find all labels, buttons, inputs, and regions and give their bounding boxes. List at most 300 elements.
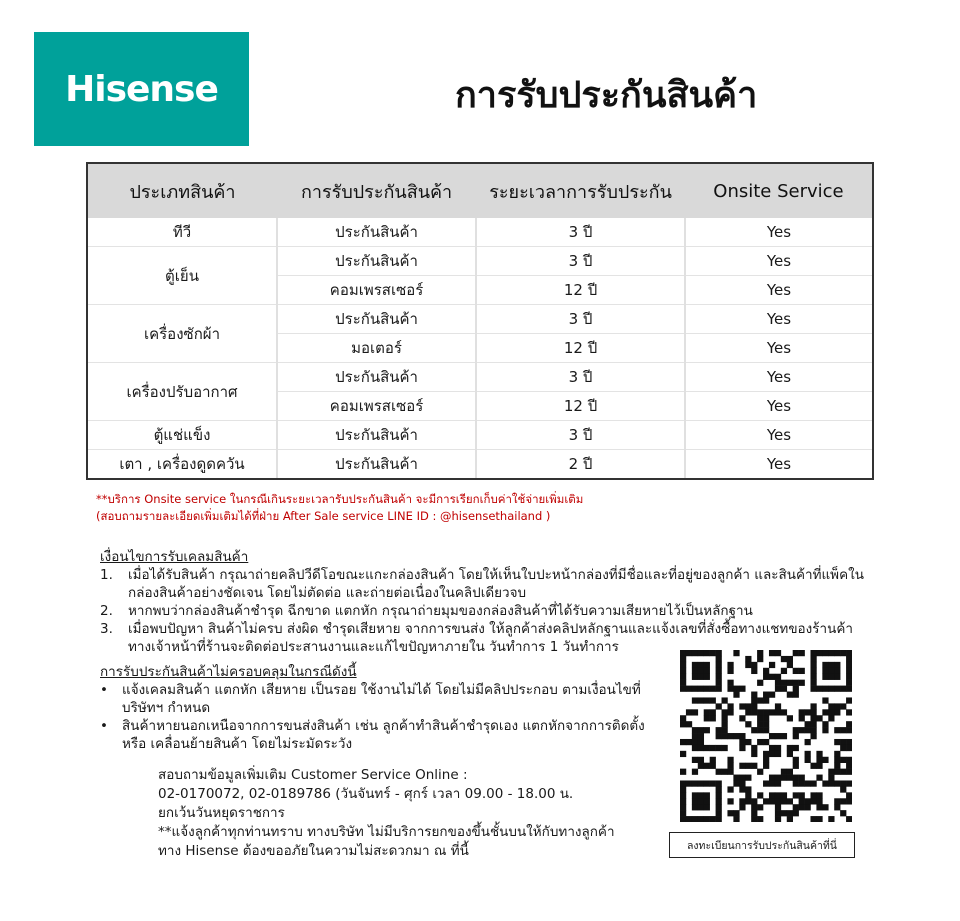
qr-module bbox=[680, 786, 686, 792]
qr-module bbox=[733, 775, 739, 781]
product-cell: เตา , เครื่องดูดควัน bbox=[87, 450, 277, 480]
period-cell: 12 ปี bbox=[476, 276, 685, 305]
qr-module bbox=[793, 733, 799, 739]
qr-module bbox=[751, 692, 757, 698]
qr-module bbox=[828, 780, 834, 786]
qr-module bbox=[816, 798, 822, 804]
qr-module bbox=[727, 662, 733, 668]
qr-module bbox=[769, 733, 775, 739]
qr-module bbox=[816, 686, 822, 692]
warranty-type-cell: คอมเพรสเซอร์ bbox=[277, 276, 476, 305]
qr-module bbox=[757, 727, 763, 733]
qr-module bbox=[698, 662, 704, 668]
qr-module bbox=[846, 697, 852, 703]
qr-module bbox=[716, 668, 722, 674]
qr-module bbox=[698, 739, 704, 745]
qr-module bbox=[793, 727, 799, 733]
qr-module bbox=[846, 780, 852, 786]
qr-module bbox=[763, 674, 769, 680]
qr-module bbox=[757, 769, 763, 775]
qr-module bbox=[846, 745, 852, 751]
qr-module bbox=[846, 798, 852, 804]
qr-module bbox=[846, 763, 852, 769]
qr-module bbox=[793, 792, 799, 798]
qr-module bbox=[716, 733, 722, 739]
qr-module bbox=[692, 709, 698, 715]
conditions-title: เงื่อนไขการรับเคลมสินค้า bbox=[100, 549, 249, 565]
qr-module bbox=[816, 715, 822, 721]
qr-module bbox=[757, 804, 763, 810]
qr-module bbox=[716, 780, 722, 786]
qr-module bbox=[810, 792, 816, 798]
period-cell: 2 ปี bbox=[476, 450, 685, 480]
period-cell: 3 ปี bbox=[476, 363, 685, 392]
qr-module bbox=[680, 769, 686, 775]
qr-module bbox=[810, 680, 816, 686]
onsite-cell: Yes bbox=[685, 421, 873, 450]
table-row bbox=[87, 247, 873, 276]
qr-module bbox=[799, 798, 805, 804]
qr-module bbox=[751, 662, 757, 668]
qr-module bbox=[680, 739, 686, 745]
qr-module bbox=[698, 745, 704, 751]
item-text: สินค้าหายนอกเหนือจากการขนส่งสินค้า เช่น ลูกค้าทำสินค้าชำรุดเอง แตกหักจากการติดตั้ง หรือ เคลื่อนย้ายสินค้า โดยไม่ระมัดระวัง bbox=[122, 718, 645, 752]
qr-module bbox=[733, 650, 739, 656]
qr-module bbox=[698, 686, 704, 692]
header-warranty-period: ระยะเวลาการรับประกัน bbox=[476, 163, 685, 218]
qr-module bbox=[781, 680, 787, 686]
qr-module bbox=[757, 792, 763, 798]
qr-module bbox=[751, 709, 757, 715]
qr-module bbox=[692, 798, 698, 804]
qr-module bbox=[793, 804, 799, 810]
qr-module bbox=[840, 757, 846, 763]
qr-module bbox=[787, 751, 793, 757]
qr-module bbox=[763, 739, 769, 745]
page-title: การรับประกันสินค้า bbox=[455, 75, 758, 116]
qr-module bbox=[810, 650, 816, 656]
qr-module bbox=[834, 668, 840, 674]
qr-module bbox=[846, 769, 852, 775]
qr-module bbox=[680, 715, 686, 721]
qr-module bbox=[775, 792, 781, 798]
warranty-type-cell: ประกันสินค้า bbox=[277, 450, 476, 480]
qr-module bbox=[704, 709, 710, 715]
qr-module bbox=[692, 739, 698, 745]
contact-line: ยกเว้นวันหยุดราชการ bbox=[158, 805, 285, 821]
qr-module bbox=[692, 686, 698, 692]
qr-module bbox=[810, 816, 816, 822]
qr-module bbox=[781, 769, 787, 775]
qr-code-icon bbox=[680, 650, 852, 822]
qr-module bbox=[810, 727, 816, 733]
qr-module bbox=[698, 792, 704, 798]
qr-module bbox=[810, 703, 816, 709]
qr-module bbox=[704, 650, 710, 656]
qr-module bbox=[793, 757, 799, 763]
qr-module bbox=[692, 780, 698, 786]
qr-module bbox=[692, 792, 698, 798]
qr-module bbox=[822, 709, 828, 715]
qr-module bbox=[680, 662, 686, 668]
qr-module bbox=[805, 721, 811, 727]
qr-module bbox=[793, 775, 799, 781]
list-item bbox=[100, 717, 660, 753]
qr-module bbox=[828, 769, 834, 775]
qr-module bbox=[781, 656, 787, 662]
note-line: (สอบถามรายละเอียดเพิ่มเติมได้ที่ฝ่าย After Sale service LINE ID : @hisensethailand ) bbox=[96, 509, 551, 523]
qr-module bbox=[704, 727, 710, 733]
qr-module bbox=[799, 668, 805, 674]
qr-module bbox=[692, 650, 698, 656]
table-row bbox=[87, 421, 873, 450]
qr-module bbox=[751, 745, 757, 751]
onsite-cell: Yes bbox=[685, 363, 873, 392]
qr-module bbox=[822, 668, 828, 674]
qr-module bbox=[840, 650, 846, 656]
qr-module bbox=[828, 650, 834, 656]
item-number: 1. bbox=[100, 567, 113, 583]
qr-module bbox=[722, 709, 728, 715]
item-text: เมื่อพบปัญหา สินค้าไม่ครบ ส่งผิด ชำรุดเสียหาย จากการขนส่ง ให้ลูกค้าส่งคลิปหลักฐานและแจ้งเลขที่สั่งซื้อทางแชทของร้านค้า ทางเจ้าหน้าที่ร้านจะติดต่อประสานงานและแก้ไขปัญหาภายใน วันทำการ 1 วันทำการ bbox=[128, 621, 853, 655]
table-row bbox=[87, 218, 873, 247]
qr-module bbox=[716, 810, 722, 816]
qr-module bbox=[686, 721, 692, 727]
qr-module bbox=[793, 810, 799, 816]
qr-module bbox=[805, 727, 811, 733]
qr-module bbox=[716, 798, 722, 804]
qr-module bbox=[716, 804, 722, 810]
qr-module bbox=[775, 816, 781, 822]
qr-module bbox=[775, 709, 781, 715]
qr-module bbox=[822, 757, 828, 763]
qr-module bbox=[805, 739, 811, 745]
qr-module bbox=[745, 775, 751, 781]
qr-module bbox=[769, 709, 775, 715]
qr-module bbox=[769, 792, 775, 798]
qr-module bbox=[716, 686, 722, 692]
qr-module bbox=[704, 763, 710, 769]
qr-module bbox=[710, 757, 716, 763]
bullet-icon: • bbox=[100, 682, 108, 698]
qr-module bbox=[751, 751, 757, 757]
hisense-logo bbox=[34, 32, 249, 146]
qr-module bbox=[751, 727, 757, 733]
qr-module bbox=[727, 703, 733, 709]
onsite-cell: Yes bbox=[685, 305, 873, 334]
header-onsite-service: Onsite Service bbox=[685, 163, 873, 218]
qr-module bbox=[834, 763, 840, 769]
qr-module bbox=[799, 715, 805, 721]
qr-module bbox=[757, 816, 763, 822]
qr-module bbox=[781, 810, 787, 816]
qr-module bbox=[810, 733, 816, 739]
qr-module bbox=[822, 727, 828, 733]
qr-module bbox=[733, 816, 739, 822]
qr-module bbox=[763, 757, 769, 763]
period-cell: 12 ปี bbox=[476, 392, 685, 421]
qr-module bbox=[787, 769, 793, 775]
qr-module bbox=[781, 733, 787, 739]
item-text: เมื่อได้รับสินค้า กรุณาถ่ายคลิปวีดีโอขณะแกะกล่องสินค้า โดยให้เห็นใบปะหน้ากล่องที่มีชื่อและที่อยู่ของลูกค้า และสินค้าที่แพ็คในกล่องสินค้าอย่างชัดเจน โดยไม่ตัดต่อ และถ่ายต่อเนื่องในคลิปเดียวจบ bbox=[128, 567, 864, 601]
qr-module bbox=[822, 780, 828, 786]
qr-module bbox=[745, 709, 751, 715]
qr-module bbox=[834, 703, 840, 709]
qr-module bbox=[787, 816, 793, 822]
qr-module bbox=[828, 715, 834, 721]
onsite-service-note bbox=[96, 491, 583, 525]
qr-module bbox=[763, 668, 769, 674]
qr-module bbox=[733, 810, 739, 816]
qr-module bbox=[680, 751, 686, 757]
qr-module bbox=[739, 798, 745, 804]
qr-module bbox=[716, 727, 722, 733]
item-number: 3. bbox=[100, 621, 113, 637]
qr-module bbox=[722, 769, 728, 775]
note-line: **บริการ Onsite service ในกรณีเกินระยะเวลารับประกันสินค้า จะมีการเรียกเก็บค่าใช้จ่ายเพิ่มเติม bbox=[96, 492, 584, 506]
qr-module bbox=[781, 792, 787, 798]
qr-module bbox=[704, 792, 710, 798]
period-cell: 3 ปี bbox=[476, 218, 685, 247]
qr-module bbox=[739, 715, 745, 721]
qr-module bbox=[816, 775, 822, 781]
qr-module bbox=[834, 757, 840, 763]
qr-module bbox=[680, 721, 686, 727]
qr-module bbox=[828, 816, 834, 822]
qr-module bbox=[727, 686, 733, 692]
qr-module bbox=[704, 715, 710, 721]
qr-module bbox=[710, 745, 716, 751]
qr-module bbox=[716, 816, 722, 822]
qr-module bbox=[787, 810, 793, 816]
list-item bbox=[100, 566, 870, 602]
qr-label: ลงทะเบียนการรับประกันสินค้าที่นี่ bbox=[669, 832, 855, 858]
qr-module bbox=[846, 727, 852, 733]
qr-module bbox=[698, 798, 704, 804]
qr-module bbox=[680, 780, 686, 786]
qr-module bbox=[698, 763, 704, 769]
qr-module bbox=[846, 792, 852, 798]
qr-module bbox=[704, 780, 710, 786]
qr-module bbox=[846, 721, 852, 727]
qr-module bbox=[793, 686, 799, 692]
qr-module bbox=[805, 804, 811, 810]
qr-module bbox=[692, 769, 698, 775]
qr-module bbox=[692, 697, 698, 703]
qr-module bbox=[716, 745, 722, 751]
qr-module bbox=[840, 703, 846, 709]
qr-module bbox=[793, 763, 799, 769]
qr-module bbox=[810, 674, 816, 680]
qr-module bbox=[757, 656, 763, 662]
qr-code[interactable] bbox=[680, 650, 852, 822]
qr-module bbox=[745, 786, 751, 792]
qr-module bbox=[775, 745, 781, 751]
qr-module bbox=[787, 745, 793, 751]
qr-module bbox=[769, 751, 775, 757]
qr-module bbox=[698, 733, 704, 739]
qr-module bbox=[840, 786, 846, 792]
header-product-type: ประเภทสินค้า bbox=[87, 163, 277, 218]
qr-module bbox=[751, 816, 757, 822]
qr-module bbox=[799, 727, 805, 733]
qr-module bbox=[787, 692, 793, 698]
qr-module bbox=[810, 686, 816, 692]
qr-module bbox=[692, 674, 698, 680]
qr-module bbox=[787, 656, 793, 662]
qr-module bbox=[757, 739, 763, 745]
warranty-type-cell: ประกันสินค้า bbox=[277, 363, 476, 392]
qr-module bbox=[793, 780, 799, 786]
qr-module bbox=[698, 727, 704, 733]
qr-module bbox=[834, 709, 840, 715]
qr-module bbox=[799, 792, 805, 798]
qr-module bbox=[834, 650, 840, 656]
qr-module bbox=[781, 686, 787, 692]
qr-module bbox=[763, 751, 769, 757]
claim-conditions bbox=[100, 548, 870, 656]
qr-module bbox=[680, 668, 686, 674]
table-row bbox=[87, 450, 873, 480]
qr-module bbox=[787, 662, 793, 668]
qr-module bbox=[692, 816, 698, 822]
qr-module bbox=[763, 715, 769, 721]
period-cell: 3 ปี bbox=[476, 247, 685, 276]
qr-module bbox=[775, 650, 781, 656]
onsite-cell: Yes bbox=[685, 450, 873, 480]
qr-module bbox=[769, 692, 775, 698]
product-cell: เครื่องปรับอากาศ bbox=[87, 363, 277, 421]
qr-module bbox=[704, 662, 710, 668]
qr-module bbox=[846, 739, 852, 745]
qr-module bbox=[828, 709, 834, 715]
qr-module bbox=[757, 650, 763, 656]
qr-module bbox=[710, 709, 716, 715]
qr-module bbox=[810, 656, 816, 662]
qr-module bbox=[834, 751, 840, 757]
qr-module bbox=[680, 686, 686, 692]
qr-module bbox=[763, 692, 769, 698]
qr-module bbox=[816, 763, 822, 769]
qr-module bbox=[704, 697, 710, 703]
onsite-cell: Yes bbox=[685, 276, 873, 305]
qr-module bbox=[775, 775, 781, 781]
item-number: 2. bbox=[100, 603, 113, 619]
qr-module bbox=[751, 804, 757, 810]
table-row bbox=[87, 363, 873, 392]
qr-module bbox=[822, 674, 828, 680]
qr-module bbox=[704, 816, 710, 822]
item-text: แจ้งเคลมสินค้า แตกหัก เสียหาย เป็นรอย ใช้งานไม่ได้ โดยไม่มีคลิปประกอบ ตามเงื่อนไขที่บริษัทฯ กำหนด bbox=[122, 682, 641, 716]
qr-module bbox=[704, 668, 710, 674]
qr-module bbox=[757, 715, 763, 721]
qr-module bbox=[686, 816, 692, 822]
qr-module bbox=[793, 680, 799, 686]
qr-module bbox=[834, 769, 840, 775]
qr-module bbox=[805, 757, 811, 763]
qr-module bbox=[745, 721, 751, 727]
qr-module bbox=[716, 662, 722, 668]
qr-module bbox=[840, 727, 846, 733]
qr-module bbox=[686, 780, 692, 786]
qr-module bbox=[816, 757, 822, 763]
period-cell: 12 ปี bbox=[476, 334, 685, 363]
qr-module bbox=[739, 763, 745, 769]
qr-module bbox=[739, 733, 745, 739]
qr-module bbox=[846, 709, 852, 715]
qr-module bbox=[834, 798, 840, 804]
qr-module bbox=[727, 798, 733, 804]
qr-module bbox=[704, 798, 710, 804]
qr-module bbox=[775, 674, 781, 680]
qr-module bbox=[739, 775, 745, 781]
qr-module bbox=[704, 686, 710, 692]
qr-module bbox=[775, 798, 781, 804]
qr-module bbox=[692, 668, 698, 674]
qr-module bbox=[739, 786, 745, 792]
qr-module bbox=[727, 709, 733, 715]
qr-module bbox=[757, 697, 763, 703]
item-text: หากพบว่ากล่องสินค้าชำรุด ฉีกขาด แตกหัก กรุณาถ่ายมุมของกล่องสินค้าที่ได้รับความเสียหายไว้เป็นหลักฐาน bbox=[128, 603, 753, 619]
qr-module bbox=[757, 709, 763, 715]
qr-module bbox=[727, 786, 733, 792]
not-covered-title: การรับประกันสินค้าไม่ครอบคลุมในกรณีดังนี้ bbox=[100, 664, 357, 680]
qr-module bbox=[692, 745, 698, 751]
qr-module bbox=[834, 739, 840, 745]
qr-module bbox=[828, 668, 834, 674]
product-cell: ตู้แช่แข็ง bbox=[87, 421, 277, 450]
qr-module bbox=[793, 668, 799, 674]
qr-module bbox=[799, 650, 805, 656]
qr-module bbox=[727, 763, 733, 769]
qr-module bbox=[846, 816, 852, 822]
qr-module bbox=[680, 792, 686, 798]
qr-module bbox=[840, 780, 846, 786]
qr-module bbox=[710, 686, 716, 692]
qr-module bbox=[822, 721, 828, 727]
qr-module bbox=[727, 733, 733, 739]
qr-module bbox=[716, 656, 722, 662]
qr-module bbox=[745, 739, 751, 745]
onsite-cell: Yes bbox=[685, 334, 873, 363]
qr-module bbox=[692, 662, 698, 668]
qr-module bbox=[716, 769, 722, 775]
qr-module bbox=[710, 650, 716, 656]
qr-module bbox=[745, 798, 751, 804]
qr-module bbox=[846, 757, 852, 763]
qr-module bbox=[834, 727, 840, 733]
qr-module bbox=[793, 745, 799, 751]
qr-module bbox=[775, 810, 781, 816]
qr-module bbox=[793, 650, 799, 656]
qr-module bbox=[769, 650, 775, 656]
qr-module bbox=[751, 703, 757, 709]
qr-module bbox=[840, 769, 846, 775]
list-item bbox=[100, 602, 870, 620]
contact-line: ทาง Hisense ต้องขออภัยในความไม่สะดวกมา ณ ที่นี้ bbox=[158, 843, 469, 859]
qr-module bbox=[733, 692, 739, 698]
qr-module bbox=[680, 680, 686, 686]
qr-module bbox=[810, 709, 816, 715]
qr-module bbox=[763, 798, 769, 804]
qr-module bbox=[781, 798, 787, 804]
qr-module bbox=[828, 703, 834, 709]
qr-module bbox=[816, 804, 822, 810]
qr-module bbox=[840, 745, 846, 751]
qr-module bbox=[816, 751, 822, 757]
warranty-type-cell: ประกันสินค้า bbox=[277, 218, 476, 247]
qr-module bbox=[846, 680, 852, 686]
